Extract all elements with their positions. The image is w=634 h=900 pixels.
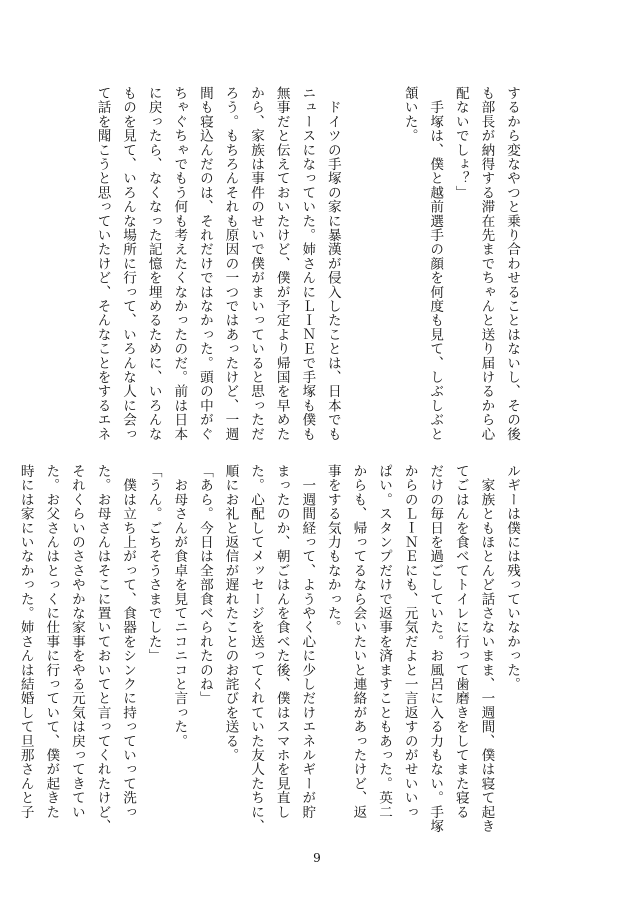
- text-line: 頷いた。: [401, 86, 418, 143]
- text-line: ぱい。スタンプだけで返事を済ますこともあった。英二: [376, 464, 393, 819]
- text-line: お母さんが食卓を見てニコニコと言った。: [171, 464, 188, 748]
- text-line: からも、帰ってるなら会いたいと連絡があったけど、返: [350, 464, 367, 819]
- text-line: た。お母さんはそこに置いておいてと言ってくれたけど、: [94, 464, 111, 834]
- blank-line: [370, 86, 396, 441]
- lower-text-block: [12, 464, 524, 833]
- text-line: ドイツの手塚の家に暴漢が侵入したことは、日本でも: [324, 86, 341, 441]
- text-line: ルギーは僕には残っていなかった。: [504, 464, 520, 692]
- text-line: ニュースになっていた。姉さんにＬＩＮＥで手塚も僕も: [299, 86, 316, 441]
- text-line: だけの毎日を過ごしていた。お風呂に入る力もない。手塚: [427, 464, 444, 834]
- text-line: に戻ったら、なくなった記憶を埋めるために、いろんな: [145, 86, 162, 441]
- text-line: ものを見て、いろんな場所に行って、いろんな人に会っ: [120, 86, 137, 441]
- text-line: するから変なやつと乗り合わせることはないし、その後: [504, 86, 520, 441]
- page-number: 9: [313, 851, 321, 865]
- text-line: た。心配してメッセージを送ってくれていた友人たちに、: [248, 464, 265, 834]
- text-line: からのＬＩＮＥにも、元気だよと一言返すのがせいいっ: [401, 464, 418, 819]
- text-line: から、家族は事件のせいで僕がまいっていると思っただ: [248, 86, 265, 441]
- text-line: 「あら。今日は全部食べられたのね」: [196, 464, 213, 706]
- text-line: まったのか、朝ごはんを食べた後、僕はスマホを見直し: [273, 464, 290, 819]
- blank-line: [345, 86, 371, 441]
- upper-text-block: [89, 86, 524, 441]
- text-line: た。お父さんはとっくに仕事に行っていて、僕が起きた: [43, 464, 60, 819]
- text-line: それくらいのささやかな家事をやる元気は戻ってきてい: [68, 464, 85, 819]
- text-line: て話を聞こうと思っていたけど、そんなことをするエネ: [94, 86, 111, 441]
- text-line: 間も寝込んだのは、それだけではなかった。頭の中がぐ: [196, 86, 213, 441]
- text-line: 無事だと伝えておいたけど、僕が予定より帰国を早めた: [273, 86, 290, 441]
- text-line: 配ないでしょ？」: [452, 86, 469, 200]
- text-line: ちゃぐちゃでもう何も考えたくなかったのだ。前は日本: [171, 86, 188, 441]
- text-line: 一週間経って、ようやく心に少しだけエネルギーが貯: [299, 464, 316, 819]
- text-line: 時には家にいなかった。姉さんは結婚して旦那さんと子: [17, 464, 34, 819]
- text-line: てごはんを食べてトイレに行って歯磨きをしてまた寝る: [452, 464, 469, 819]
- text-line: 僕は立ち上がって、食器をシンクに持っていって洗っ: [120, 464, 137, 819]
- text-line: 事をする気力もなかった。: [324, 464, 341, 635]
- text-line: も部長が納得する滞在先までちゃんと送り届けるから心: [478, 86, 495, 441]
- text-line: 順にお礼と返信が遅れたことのお詫びを送る。: [222, 464, 239, 763]
- text-line: ろう。もちろんそれも原因の一つではあったけど、一週: [222, 86, 239, 441]
- text-line: 「うん。ごちそうさまでした」: [145, 464, 162, 663]
- text-line: 手塚は、僕と越前選手の顔を何度も見て、しぶしぶと: [427, 86, 444, 441]
- text-line: 家族ともほとんど話さないまま、一週間、僕は寝て起き: [478, 464, 495, 834]
